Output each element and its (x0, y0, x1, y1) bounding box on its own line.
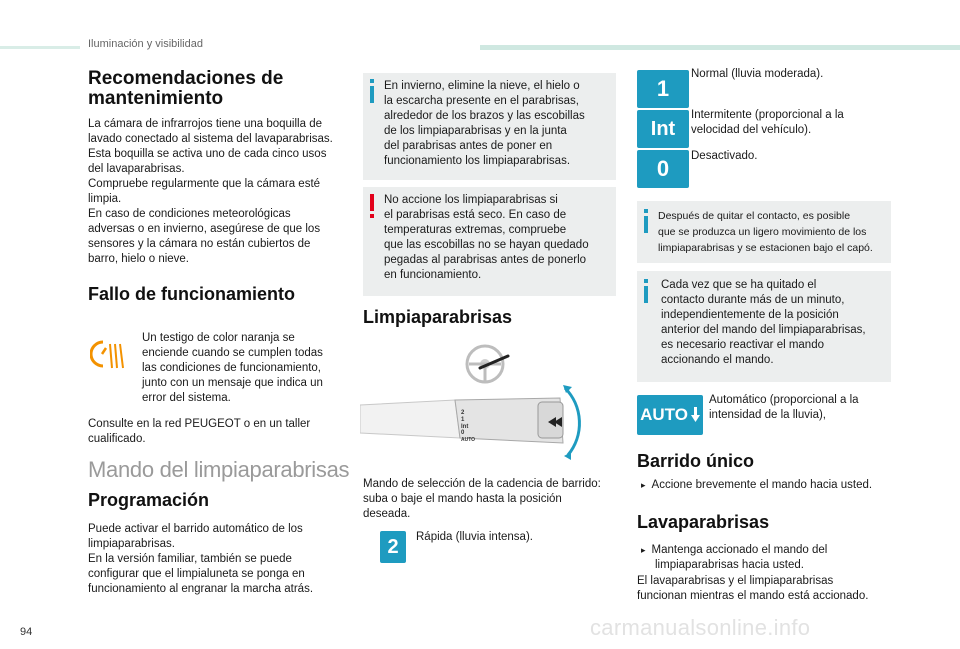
command-text: Mando de selección de la cadencia de barrido: suba o baje el mando hasta la posición deseada. (363, 478, 601, 520)
consult-text: Consulte en la red PEUGEOT o en un taller cualificado. (88, 418, 311, 445)
chapter-title: Mando del limpiaparabrisas (88, 457, 350, 482)
off-badge: 0 (637, 150, 689, 188)
down-arrow-icon (691, 407, 700, 423)
speed-2-label: Rápida (lluvia intensa). (416, 531, 533, 543)
stalk-label-2: 2 (461, 410, 465, 416)
washer-instruction: ▸ Mantenga accionado el mando del limpiaparabrisas hacia usted. (641, 544, 828, 571)
auto-badge-label: AUTO (640, 405, 688, 424)
page-number: 94 (20, 626, 33, 638)
speed-1-badge: 1 (637, 70, 689, 108)
programming-title: Programación (88, 490, 210, 510)
watermark: carmanualsonline.info (590, 615, 811, 640)
info-icon (642, 209, 650, 233)
dry-glass-warning-box: No accione los limpiaparabrisas si el parabrisas está seco. En caso de temperaturas extremas, compruebe que las escobillas no se hayan quedado pegadas al parabrisas antes de ponerlo en funcionamiento. (363, 187, 616, 296)
fault-text: Un testigo de color naranja se enciende cuando se cumplen todas las condiciones de funcionamiento, junto con un mensaje que indica un error del sistema. (142, 332, 323, 404)
auto-label: Automático (proporcional a la intensidad de la lluvia), (709, 394, 859, 421)
camera-fault-warning-icon (90, 338, 126, 372)
intermittent-badge: Int (637, 110, 689, 148)
header-rule-right (480, 45, 960, 50)
washer-note: El lavaparabrisas y el limpiaparabrisas funcionan mientras el mando está accionado. (637, 575, 869, 602)
warning-exclamation-icon (368, 194, 376, 218)
stalk-label-1: 1 (461, 417, 465, 423)
fault-title: Fallo de funcionamiento (88, 284, 296, 304)
stalk-label-int: Int (461, 424, 469, 430)
bullet-icon: ▸ (641, 545, 646, 555)
stalk-label-auto: AUTO (461, 437, 476, 443)
winter-info-box: En invierno, elimine la nieve, el hielo o la escarcha presente en el parabrisas, alrededor de los brazos y las escobillas de los limpiaparabrisas y en la junta del parabrisas antes de poner en funcionamiento los limpiaparabrisas. (363, 73, 616, 180)
washer-title: Lavaparabrisas (637, 512, 770, 532)
bullet-icon: ▸ (641, 480, 646, 490)
stalk-label-0: 0 (461, 430, 465, 436)
wiper-stalk-illustration (360, 340, 585, 465)
info-icon (368, 79, 376, 103)
single-sweep-text: ▸ Accione brevemente el mando hacia usted. (641, 479, 873, 491)
off-label: Desactivado. (691, 150, 758, 162)
intermittent-label: Intermitente (proporcional a la velocidad del vehículo). (691, 109, 844, 136)
header-rule-left (0, 46, 80, 49)
speed-1-label: Normal (lluvia moderada). (691, 68, 824, 80)
programming-text: Puede activar el barrido automático de los limpiaparabrisas. En la versión familiar, también se puede configurar que el limpialuneta se ponga en funcionamiento al engranar la marcha atrás. (88, 523, 314, 595)
single-sweep-title: Barrido único (637, 451, 755, 471)
maintenance-text: La cámara de infrarrojos tiene una boquilla de lavado conectado al sistema del lavaparabrisas. Esta boquilla se activa uno de cada cinco usos del lavaparabrisas. Compruebe regularmente que la cámara esté limpia. En caso de condiciones meteorológicas adversas o en invierno, asegúrese de que los sensores y la cámara no están cubiertos de barro, hielo o nieve. (88, 118, 333, 265)
maintenance-title: Recomendaciones de mantenimiento (88, 68, 284, 109)
section-header: Iluminación y visibilidad (88, 38, 203, 50)
after-ignition-info-box: Después de quitar el contacto, es posible que se produzca un ligero movimiento de los limpiaparabrisas y se estacionen bajo el capó. (637, 201, 891, 263)
auto-badge (637, 395, 703, 435)
wiper-title: Limpiaparabrisas (363, 307, 513, 327)
speed-2-badge: 2 (380, 531, 406, 563)
reactivate-info-box: Cada vez que se ha quitado el contacto durante más de un minuto, independientemente de la posición anterior del mando del limpiaparabrisas, es necesario reactivar el mando accionando el mando. (637, 271, 891, 382)
info-icon (642, 279, 650, 303)
